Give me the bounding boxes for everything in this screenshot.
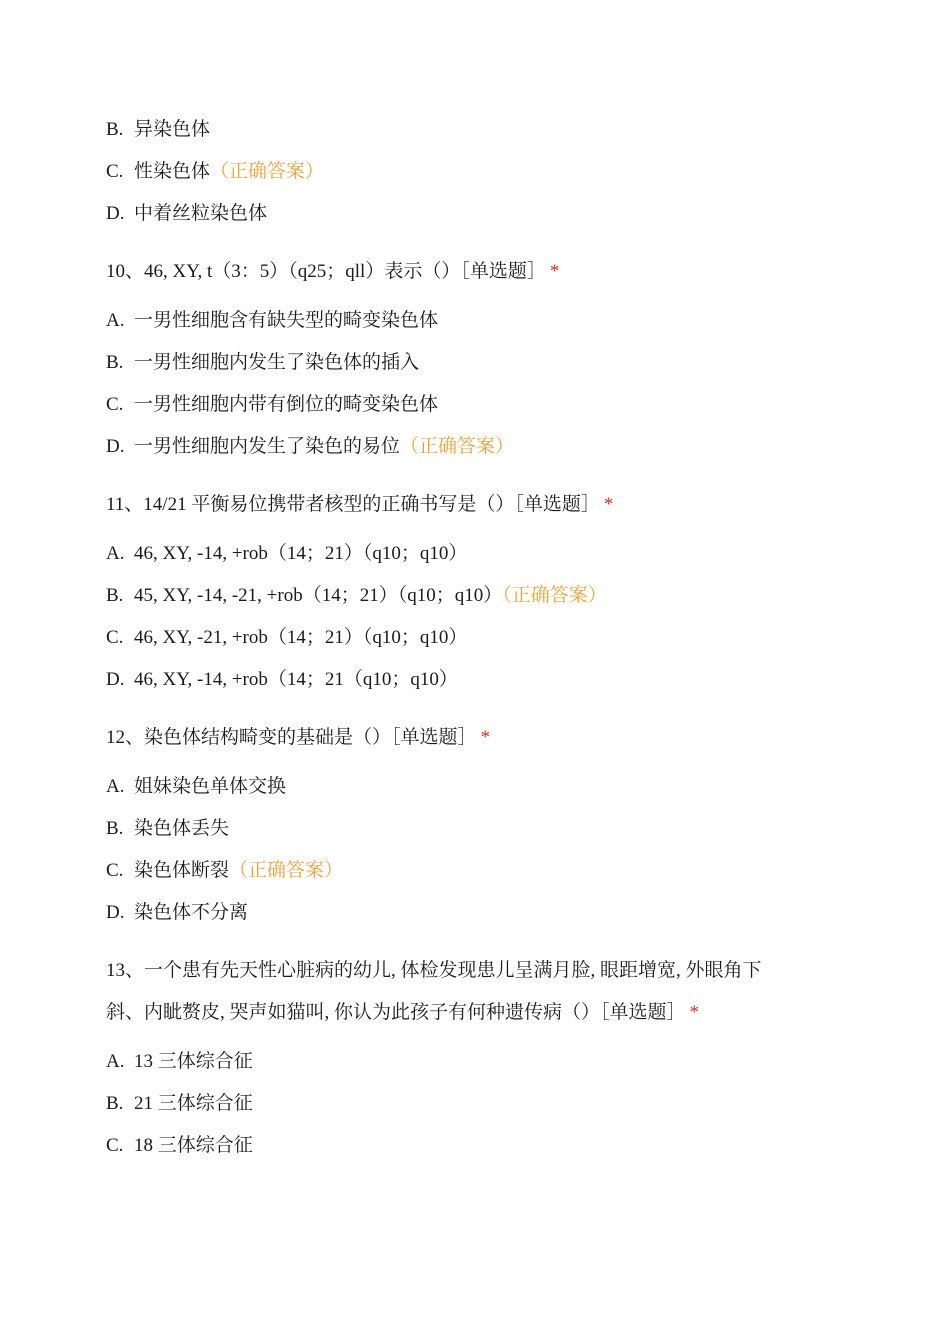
option-text: 一男性细胞含有缺失型的畸变染色体 [134,310,439,331]
option-letter: C. [106,627,124,648]
option-item[interactable] [106,625,467,651]
required-asterisk: * [689,1002,700,1023]
required-asterisk: * [549,261,560,282]
option-letter: A. [106,310,125,331]
required-asterisk: * [603,494,614,515]
option-item[interactable] [106,434,514,460]
option-text: 染色体不分离 [134,902,249,923]
option-text: 一男性细胞内发生了染色体的插入 [134,352,420,373]
option-item[interactable] [106,201,267,227]
option-text: 一男性细胞内发生了染色的易位 [134,436,401,457]
option-letter: B. [106,585,124,606]
correct-answer-marker: （正确答案） [400,436,515,457]
option-letter: B. [106,119,124,140]
option-item[interactable] [106,117,210,143]
question-title [106,1000,699,1026]
question-title [106,725,490,751]
option-letter: C. [106,394,124,415]
option-item[interactable] [106,858,343,884]
option-item[interactable] [106,774,286,800]
option-text: 45, XY, -14, -21, +rob（14；21）（q10；q10） [134,585,503,606]
option-letter: B. [106,352,124,373]
option-text: 异染色体 [134,119,211,140]
option-letter: C. [106,860,124,881]
option-letter: D. [106,203,125,224]
question-title [106,259,559,285]
option-text: 姐妹染色单体交换 [134,776,287,797]
option-text: 46, XY, -14, +rob（14；21（q10；q10） [134,669,458,690]
option-text: 中着丝粒染色体 [134,203,268,224]
question-text: 13、一个患有先天性心脏病的幼儿, 体检发现患儿呈满月脸, 眼距增宽, 外眼角下 [106,960,762,981]
option-letter: D. [106,436,125,457]
option-text: 染色体丢失 [134,818,230,839]
question-text: 12、染色体结构畸变的基础是（）［单选题］ [106,727,477,748]
option-item[interactable] [106,667,458,693]
required-asterisk: * [480,727,491,748]
question-text: 10、46, XY, t（3：5）（q25；qll）表示（）［单选题］ [106,261,546,282]
option-letter: B. [106,818,124,839]
option-text: 性染色体 [134,161,211,182]
option-text: 一男性细胞内带有倒位的畸变染色体 [134,394,439,415]
option-item[interactable] [106,816,229,842]
question-title [106,492,613,518]
correct-answer-marker: （正确答案） [502,585,607,606]
option-text: 46, XY, -21, +rob（14；21）（q10；q10） [134,627,468,648]
option-item[interactable] [106,900,248,926]
option-text: 13 三体综合征 [134,1051,253,1072]
option-item[interactable] [106,1133,253,1159]
option-item[interactable] [106,1091,253,1117]
option-item[interactable] [106,541,467,567]
correct-answer-marker: （正确答案） [210,161,325,182]
option-letter: A. [106,543,125,564]
correct-answer-marker: （正确答案） [229,860,344,881]
option-item[interactable] [106,350,419,376]
option-letter: D. [106,902,125,923]
option-text: 21 三体综合征 [134,1093,253,1114]
option-text: 46, XY, -14, +rob（14；21）（q10；q10） [134,543,468,564]
question-text: 11、14/21 平衡易位携带者核型的正确书写是（）［单选题］ [106,494,600,515]
option-text: 18 三体综合征 [134,1135,253,1156]
option-item[interactable] [106,308,438,334]
option-item[interactable] [106,583,607,609]
question-text: 斜、内眦赘皮, 哭声如猫叫, 你认为此孩子有何种遗传病（）［单选题］ [106,1002,686,1023]
option-text: 染色体断裂 [134,860,230,881]
option-letter: A. [106,776,125,797]
option-item[interactable] [106,392,438,418]
question-title [106,958,762,984]
option-letter: D. [106,669,125,690]
option-letter: A. [106,1051,125,1072]
option-letter: C. [106,1135,124,1156]
option-item[interactable] [106,1049,253,1075]
option-item[interactable] [106,159,324,185]
option-letter: C. [106,161,124,182]
option-letter: B. [106,1093,124,1114]
